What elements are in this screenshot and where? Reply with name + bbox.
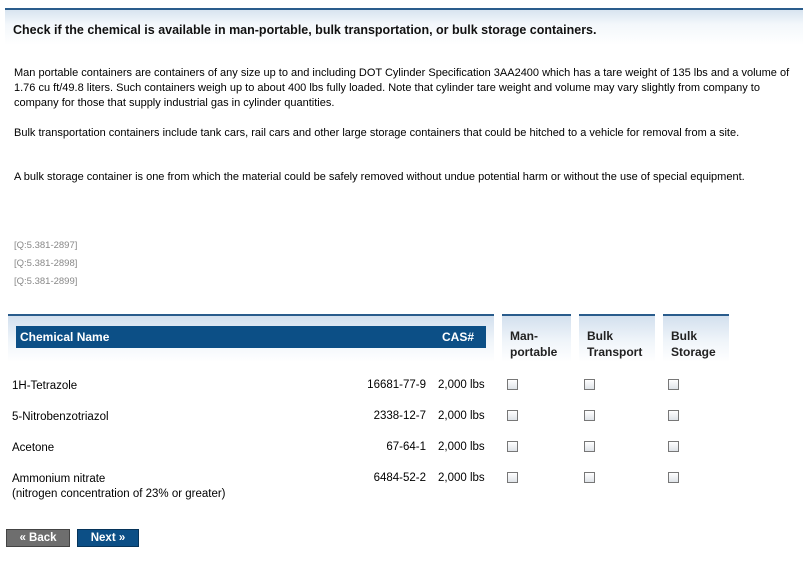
question-header — [5, 8, 803, 45]
man-portable-checkbox[interactable] — [507, 472, 518, 483]
bulk-storage-checkbox[interactable] — [668, 441, 679, 452]
chemical-name-text: Ammonium nitrate — [12, 473, 106, 485]
quantity: 2,000 lbs — [438, 410, 485, 422]
bulk-storage-checkbox[interactable] — [668, 472, 679, 483]
man-portable-checkbox[interactable] — [507, 410, 518, 421]
quantity: 2,000 lbs — [438, 379, 485, 391]
bulk-storage-checkbox[interactable] — [668, 379, 679, 390]
back-button[interactable]: « Back — [6, 529, 70, 547]
cas-number: 6484-52-2 — [373, 472, 426, 484]
cas-number: 67-64-1 — [386, 441, 426, 453]
quantity: 2,000 lbs — [438, 441, 485, 453]
chemical-header-bar — [16, 326, 486, 348]
next-button[interactable]: Next » — [77, 529, 139, 547]
question-ref: [Q:5.381-2899] — [14, 276, 78, 287]
man-portable-checkbox[interactable] — [507, 441, 518, 452]
chemical-note: (nitrogen concentration of 23% or greater) — [12, 488, 226, 500]
chemical-name — [12, 472, 226, 502]
quantity: 2,000 lbs — [438, 472, 485, 484]
man-portable-description: Man portable containers are containers of any size up to and including DOT Cylinder Specification 3AA2400 which has a tare weight of 135 lbs and a volume of 1.76 cu ft/49.8 liters. Such containers weigh up to about 400 lbs fully loaded. Note that cylinder tare weight and volume may vary slightly from company to company for those that supply industrial gas in cylinder quantities. — [14, 67, 790, 109]
chemical-name: 5-Nitrobenzotriazol — [12, 411, 109, 423]
cas-number: 2338-12-7 — [373, 410, 426, 422]
bulk-storage-header: Bulk Storage — [671, 329, 716, 359]
chemical-name-header: Chemical Name — [20, 330, 110, 344]
bulk-transport-checkbox[interactable] — [584, 472, 595, 483]
bulk-storage-checkbox[interactable] — [668, 410, 679, 421]
bulk-transport-description: Bulk transportation containers include tank cars, rail cars and other large storage containers that could be hitched to a vehicle for removal from a site. — [14, 127, 740, 139]
chemical-name: 1H-Tetrazole — [12, 380, 78, 392]
man-portable-checkbox[interactable] — [507, 379, 518, 390]
chemical-name: Acetone — [12, 442, 55, 454]
bulk-storage-description: A bulk storage container is one from which the material could be safely removed without undue potential harm or without the use of special equipment. — [14, 171, 745, 183]
cas-number: 16681-77-9 — [367, 379, 426, 391]
bulk-transport-checkbox[interactable] — [584, 410, 595, 421]
bulk-transport-header: Bulk Transport — [587, 329, 643, 359]
question-title: Check if the chemical is available in man-portable, bulk transportation, or bulk storage containers. — [13, 23, 597, 37]
bulk-transport-checkbox[interactable] — [584, 379, 595, 390]
man-portable-header: Man- portable — [510, 329, 558, 359]
question-ref: [Q:5.381-2898] — [14, 258, 78, 269]
question-ref: [Q:5.381-2897] — [14, 240, 78, 251]
cas-header: CAS# — [442, 330, 475, 344]
bulk-transport-checkbox[interactable] — [584, 441, 595, 452]
